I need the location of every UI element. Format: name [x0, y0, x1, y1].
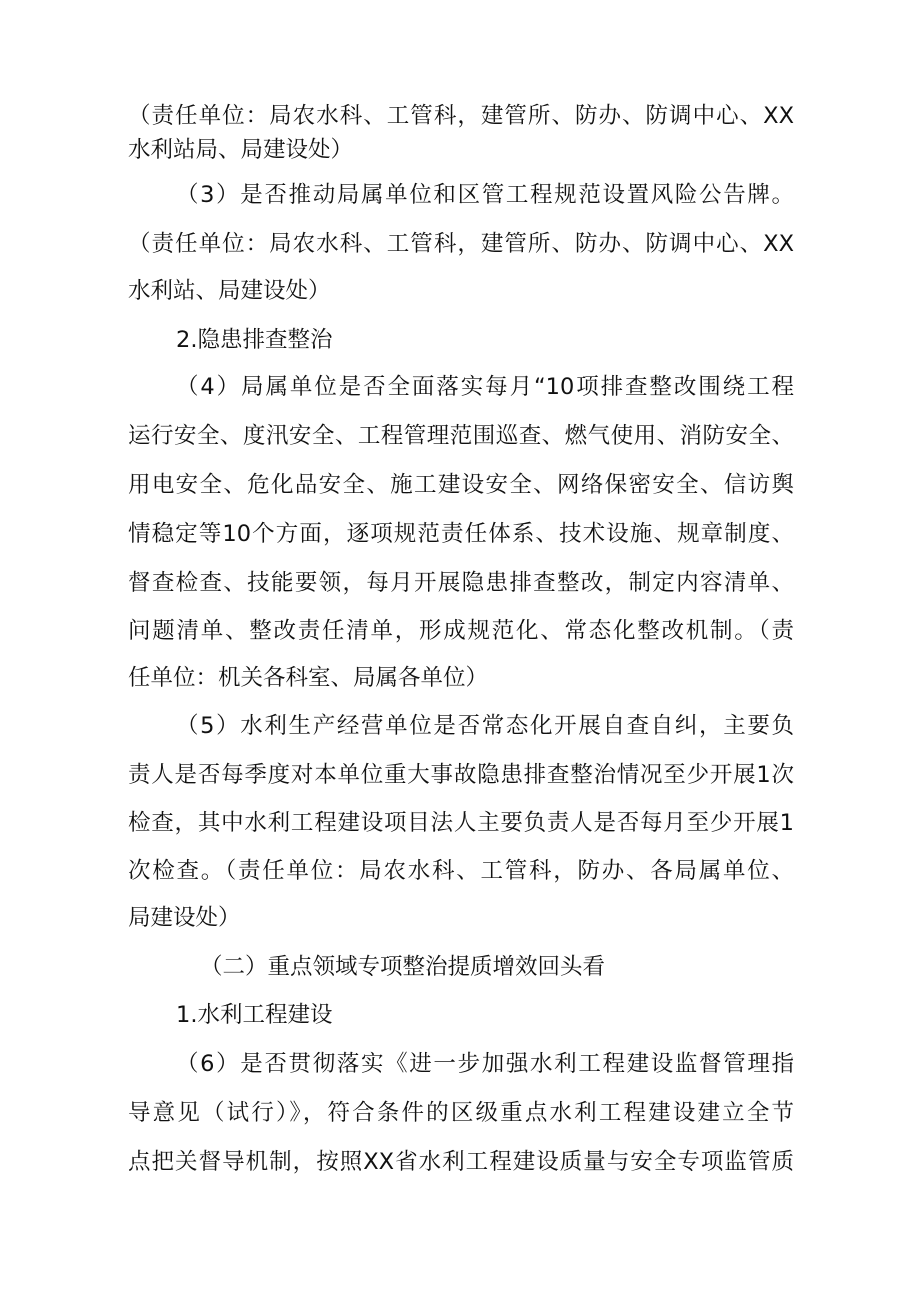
text-line: 任单位：机关各科室、局属各单位）: [128, 665, 489, 691]
text-line: 水利站、局建设处）: [128, 278, 331, 304]
section-heading: 2.隐患排查整治: [176, 327, 333, 353]
text-line: 运行安全、度汛安全、工程管理范围巡查、燃气使用、消防安全、: [128, 423, 794, 449]
text-line: 水利站局、局建设处）: [128, 137, 354, 163]
text-line: （3）是否推动局属单位和区管工程规范设置风险公告牌。: [176, 182, 794, 208]
text-line: 检查，其中水利工程建设项目法人主要负责人是否每月至少开展1: [128, 810, 794, 836]
text-line: 导意见（试行）》，符合条件的区级重点水利工程建设建立全节: [128, 1100, 794, 1126]
text-line: 点把关督导机制，按照XX省水利工程建设质量与安全专项监管质: [128, 1149, 794, 1175]
text-line: （4）局属单位是否全面落实每月“10项排查整改围绕工程: [176, 374, 794, 400]
text-line: 情稳定等10个方面，逐项规范责任体系、技术设施、规章制度、: [128, 521, 794, 547]
text-line: 督查检查、技能要领，每月开展隐患排查整改，制定内容清单、: [128, 570, 794, 596]
text-line: （6）是否贯彻落实《进一步加强水利工程建设监督管理指: [176, 1051, 794, 1077]
text-line: 局建设处）: [128, 905, 241, 931]
section-heading: 1.水利工程建设: [176, 1002, 333, 1028]
text-line: 责人是否每季度对本单位重大事故隐患排查整治情况至少开展1次: [128, 762, 794, 788]
text-line: 次检查。（责任单位：局农水科、工管科，防办、各局属单位、: [128, 858, 794, 884]
text-line: （5）水利生产经营单位是否常态化开展自查自纠，主要负: [176, 713, 794, 739]
section-heading: （二）重点领域专项整治提质增效回头看: [200, 954, 606, 980]
text-line: （责任单位：局农水科、工管科，建管所、防办、防调中心、XX: [128, 103, 794, 129]
text-line: （责任单位：局农水科、工管科，建管所、防办、防调中心、XX: [128, 231, 794, 257]
text-line: 用电安全、危化品安全、施工建设安全、网络保密安全、信访舆: [128, 472, 794, 498]
text-line: 问题清单、整改责任清单，形成规范化、常态化整改机制。（责: [128, 618, 794, 644]
